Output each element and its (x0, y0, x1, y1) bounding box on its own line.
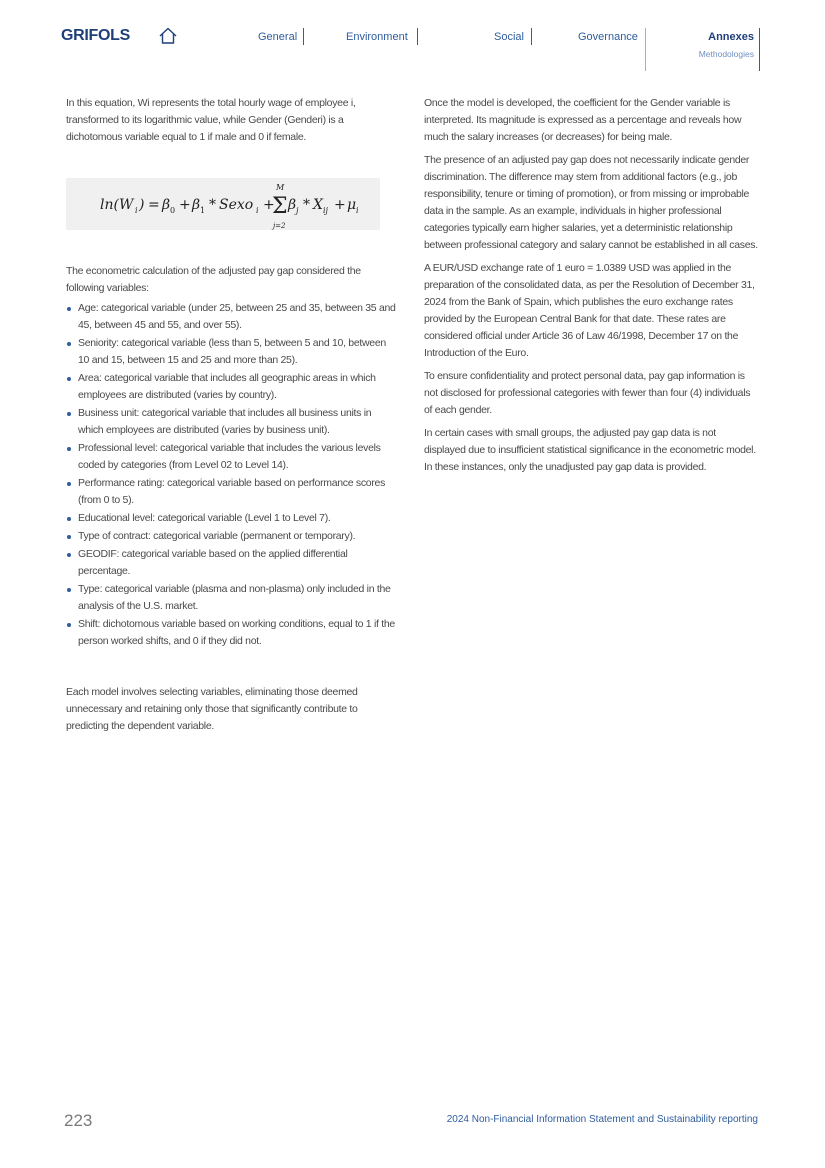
home-icon[interactable] (158, 26, 178, 46)
svg-text:Σ: Σ (272, 194, 288, 219)
nav-divider (417, 28, 418, 45)
svg-text:j=2: j=2 (273, 222, 286, 230)
nav-divider (303, 28, 304, 45)
list-item: Professional level: categorical variable that includes the various levels coded by categories (from Level 02 to Level 14). (66, 440, 396, 474)
list-item: Seniority: categorical variable (less than 5, between 5 and 10, between 10 and 15, between 15 and 25 and more than 25). (66, 335, 396, 369)
nav-general[interactable]: General (258, 31, 298, 43)
nav-active-marker (759, 28, 760, 71)
paragraph-exchange-rate: A EUR/USD exchange rate of 1 euro = 1.0389 USD was applied in the preparation of the consolidated data, as per the Resolution of December 31, 2024 from the Bank of Spain, which publishes the euro exchange rates provided by the European Central Bank for that date. These rates are considered official under Article 36 of Law 46/1998, December 17 on the Introduction of the Euro. (424, 262, 755, 359)
list-item: Type of contract: categorical variable (permanent or temporary). (66, 528, 396, 545)
svg-text:β: β (288, 197, 297, 213)
closing-paragraph: Each model involves selecting variables, eliminating those deemed unnecessary and retaining only those that significantly contribute to predicting the dependent variable. (66, 686, 358, 732)
nav-annexes[interactable] (699, 31, 754, 59)
svg-text:μ: μ (347, 197, 357, 213)
svg-text:β: β (162, 197, 171, 213)
svg-text:*: * (209, 197, 216, 213)
left-column (66, 95, 396, 152)
paragraph-adjusted-gap: The presence of an adjusted pay gap does not necessarily indicate gender discrimination. The difference may stem from additional factors (e.g., job responsibility, tenure or timing of promotion), or from missing or improbable data in the sample. As an example, individuals in higher professional categories typically earn higher salaries, yet a deterministic relationship between professional category and salary cannot be established in all cases. (424, 154, 758, 251)
svg-text:i: i (356, 206, 359, 215)
page-number: 223 (64, 1111, 93, 1130)
formula-graphic (66, 178, 380, 230)
list-item: Age: categorical variable (under 25, between 25 and 35, between 35 and 45, between 45 and 55, and over 55). (66, 300, 396, 334)
intro-paragraph: In this equation, Wi represents the total hourly wage of employee i, transformed to its logarithmic value, while Gender (Genderi) is a dichotomous variable equal to 1 if male and 0 if female. (66, 97, 356, 143)
svg-text:Sexo: Sexo (219, 197, 254, 213)
svg-text:0: 0 (170, 206, 176, 215)
paragraph-confidentiality: To ensure confidentiality and protect personal data, pay gap information is not disclosed for professional categories with fewer than four (4) individuals of each gender. (424, 370, 751, 416)
svg-text:ln(W: ln(W (100, 197, 134, 213)
nav-divider (645, 28, 646, 71)
svg-text:): ) (139, 197, 145, 213)
variables-section (66, 263, 396, 651)
svg-text:+: + (334, 197, 346, 213)
list-item: Area: categorical variable that includes all geographic areas in which employees are distributed (varies by country). (66, 370, 396, 404)
closing-section (66, 684, 396, 741)
nav-annexes-label[interactable]: Annexes (708, 31, 754, 43)
svg-text:ij: ij (323, 206, 329, 215)
nav-social[interactable]: Social (494, 31, 524, 43)
nav-divider (531, 28, 532, 45)
svg-text:=: = (148, 197, 160, 213)
regression-formula (66, 178, 380, 230)
svg-text:+: + (263, 197, 275, 213)
paragraph-gender-coefficient: Once the model is developed, the coefficient for the Gender variable is interpreted. Its magnitude is expressed as a percentage and reveals how much the salary increases (or decreases) for being male. (424, 97, 742, 143)
list-item: GEODIF: categorical variable based on the applied differential percentage. (66, 546, 396, 580)
svg-text:+: + (179, 197, 191, 213)
nav-environment[interactable]: Environment (346, 31, 408, 43)
report-title: 2024 Non-Financial Information Statement and Sustainability reporting (446, 1114, 758, 1125)
svg-text:M: M (276, 183, 285, 192)
grifols-logo[interactable]: GRIFOLS (61, 27, 131, 44)
svg-text:*: * (303, 197, 310, 213)
svg-text:i: i (135, 206, 138, 215)
list-item: Shift: dichotomous variable based on working conditions, equal to 1 if the person worked shifts, and 0 if they did not. (66, 616, 396, 650)
svg-text:j: j (296, 206, 299, 215)
list-item: Type: categorical variable (plasma and non-plasma) only included in the analysis of the U.S. market. (66, 581, 396, 615)
svg-text:X: X (313, 197, 323, 213)
paragraph-small-groups: In certain cases with small groups, the adjusted pay gap data is not displayed due to insufficient statistical significance in the econometric model. In these instances, only the unadjusted pay gap data is provided. (424, 427, 756, 473)
svg-text:i: i (256, 206, 259, 215)
svg-text:1: 1 (200, 206, 206, 215)
svg-text:β: β (192, 197, 201, 213)
variables-list (66, 300, 396, 650)
nav-governance[interactable]: Governance (578, 31, 638, 43)
variables-intro: The econometric calculation of the adjusted pay gap considered the following variables: (66, 265, 361, 294)
nav-methodologies-label[interactable]: Methodologies (698, 49, 754, 59)
list-item: Business unit: categorical variable that includes all business units in which employees are distributed (varies by business unit). (66, 405, 396, 439)
list-item: Educational level: categorical variable (Level 1 to Level 7). (66, 510, 396, 527)
list-item: Performance rating: categorical variable based on performance scores (from 0 to 5). (66, 475, 396, 509)
right-column (424, 95, 760, 482)
